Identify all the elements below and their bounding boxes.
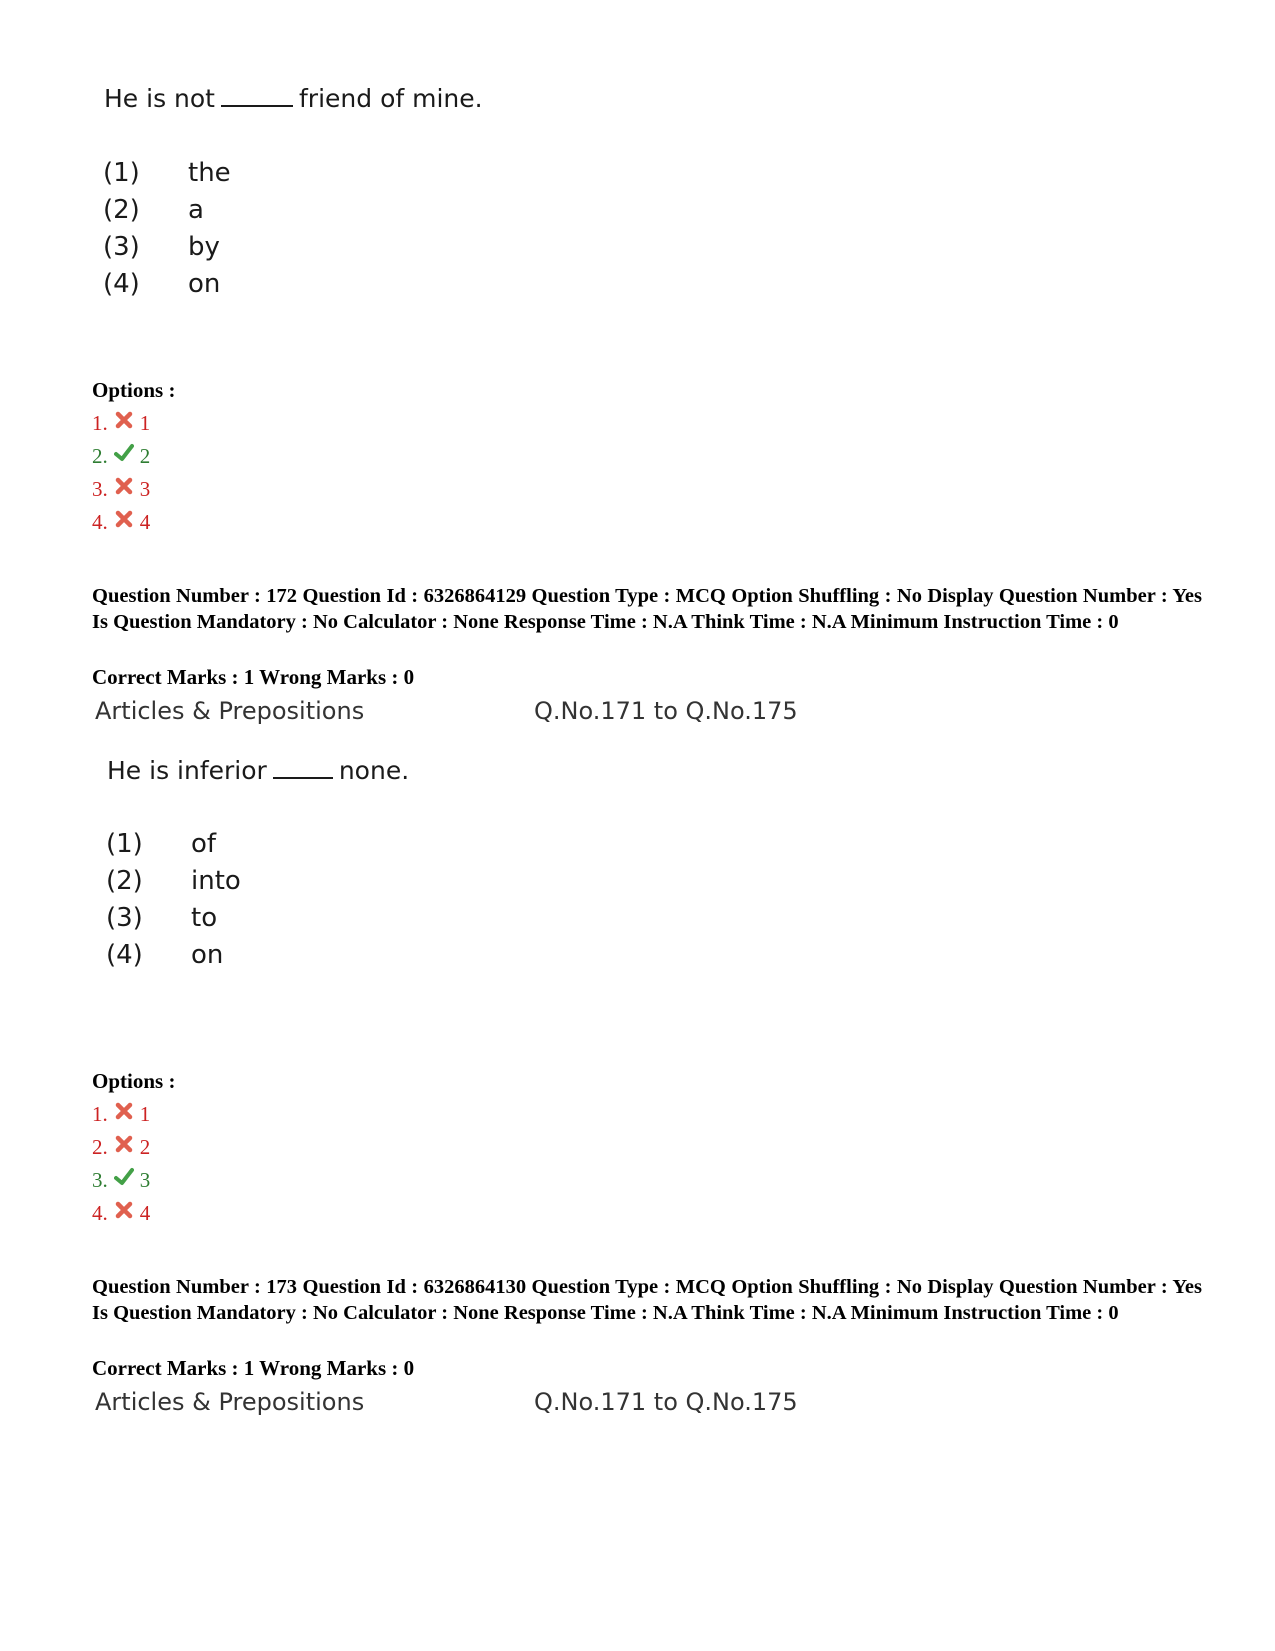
choice-word: of [191,829,217,859]
marks-info: Correct Marks : 1 Wrong Marks : 0 [92,1356,415,1380]
answer-value: 4 [139,510,151,534]
question-blank [273,776,333,779]
cross-icon [114,1200,134,1220]
answer-value: 4 [139,1201,151,1225]
question-text-after: friend of mine. [299,84,483,113]
answer-index: 1. [92,411,108,435]
choice-word: on [188,269,221,299]
section-title: Articles & Prepositions [95,1388,365,1416]
answer-value: 2 [139,1135,151,1159]
check-icon [114,1167,134,1187]
options-label: Options : [92,378,176,402]
choice-number: (4) [103,269,140,299]
question-172-text [107,756,409,785]
answer-option-2 [92,444,150,469]
options-label: Options : [92,1069,176,1093]
answer-value: 1 [139,411,151,435]
question-text-after: none. [338,756,410,785]
answer-option-1 [92,411,150,436]
choice-word: a [188,195,204,225]
answer-value: 1 [139,1102,151,1126]
answer-option-2 [92,1135,150,1160]
cross-icon [114,509,134,529]
answer-index: 1. [92,1102,108,1126]
choice-number: (4) [106,940,143,970]
question-text-before: He is not [104,84,215,113]
cross-icon [114,1101,134,1121]
choice-number: (2) [106,866,143,896]
answer-index: 3. [92,1168,108,1192]
check-icon [114,443,134,463]
answer-option-3 [92,1168,150,1193]
question-range: Q.No.171 to Q.No.175 [534,697,798,725]
answer-option-1 [92,1102,150,1127]
question-171-text [104,84,483,113]
cross-icon [114,410,134,430]
question-metadata: Question Number : 172 Question Id : 6326864129 Question Type : MCQ Option Shuffling : No Display Question Number : Yes Is Question Mandatory : No Calculator : None Response Time : N.A Think Time : N.A Minimum Instruction Time : 0 [92,585,1202,633]
choice-word: the [188,158,231,188]
answer-index: 3. [92,477,108,501]
marks-info: Correct Marks : 1 Wrong Marks : 0 [92,665,415,689]
answer-value: 3 [139,477,151,501]
answer-value: 3 [139,1168,151,1192]
choice-number: (1) [103,158,140,188]
choice-word: by [188,232,220,262]
choice-number: (3) [103,232,140,262]
question-metadata: Question Number : 173 Question Id : 6326864130 Question Type : MCQ Option Shuffling : No Display Question Number : Yes Is Question Mandatory : No Calculator : None Response Time : N.A Think Time : N.A Minimum Instruction Time : 0 [92,1276,1202,1324]
section-title: Articles & Prepositions [95,697,365,725]
choice-word: into [191,866,241,896]
choice-word: to [191,903,218,933]
choice-word: on [191,940,224,970]
choice-number: (3) [106,903,143,933]
answer-index: 4. [92,510,108,534]
answer-index: 2. [92,1135,108,1159]
choice-number: (2) [103,195,140,225]
question-range: Q.No.171 to Q.No.175 [534,1388,798,1416]
answer-value: 2 [139,444,151,468]
cross-icon [114,1134,134,1154]
question-text-before: He is inferior [107,756,267,785]
cross-icon [114,476,134,496]
question-blank [221,104,293,107]
answer-option-4 [92,1201,150,1226]
answer-index: 2. [92,444,108,468]
choice-number: (1) [106,829,143,859]
answer-option-4 [92,510,150,535]
answer-index: 4. [92,1201,108,1225]
answer-option-3 [92,477,150,502]
